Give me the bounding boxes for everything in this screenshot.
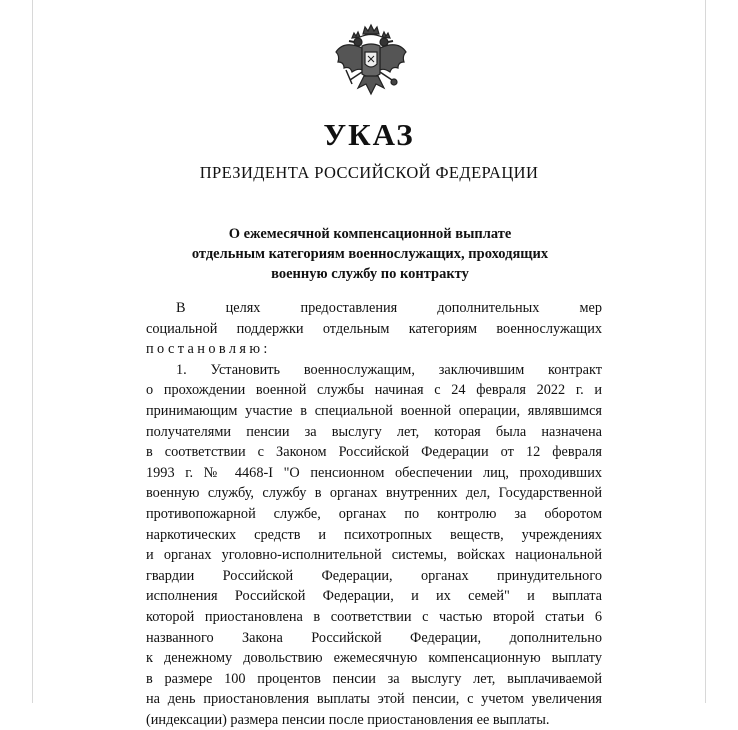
body-line: наркотических средств и психотропных веществ, учреждениях xyxy=(146,526,602,543)
russian-coat-of-arms-icon xyxy=(332,22,410,104)
body-line: о прохождении военной службы начиная с 24 февраля 2022 г. и xyxy=(146,382,602,399)
page-edge-right xyxy=(705,0,706,703)
body-line: В целях предоставления дополнительных мер xyxy=(176,300,602,316)
body-line: к денежному довольствию ежемесячную компенсационную выплату xyxy=(146,650,602,667)
body-line-postanovlyayu: постановляю: xyxy=(146,341,271,358)
decree-title: УКАЗ xyxy=(323,117,415,152)
body-line: которой приостановлена в соответствии с частью второй статьи 6 xyxy=(146,608,602,625)
decree-body xyxy=(146,298,602,730)
body-line: военную службу, службу в органах внутренних дел, Государственной xyxy=(146,485,602,502)
body-line: гвардии Российской Федерации, органах принудительного xyxy=(146,567,602,584)
decree-subject xyxy=(150,224,590,284)
body-line: в соответствии с Законом Российской Федерации от 12 февраля xyxy=(146,444,602,461)
body-line: получателями пенсии за выслугу лет, которая была назначена xyxy=(146,423,602,440)
body-line: принимающим участие в специальной военной операции, являвшимся xyxy=(146,402,602,419)
body-line: названного Закона Российской Федерации, дополнительно xyxy=(146,629,602,646)
body-line: 1. Установить военнослужащим, заключившим контракт xyxy=(176,361,602,378)
body-line: (индексации) размера пенсии после приостановления ее выплаты. xyxy=(146,711,550,728)
subject-line: военную службу по контракту xyxy=(271,266,469,282)
body-line: социальной поддержки отдельным категориям военнослужащих xyxy=(146,320,602,337)
body-line: на день приостановления выплаты этой пенсии, с учетом увеличения xyxy=(146,691,602,708)
body-line: в размере 100 процентов пенсии за выслугу лет, выплачиваемой xyxy=(146,670,602,687)
body-line: противопожарной службе, органах по контролю за оборотом xyxy=(146,505,602,522)
subject-line: О ежемесячной компенсационной выплате xyxy=(228,226,512,242)
subject-line: отдельным категориям военнослужащих, проходящих xyxy=(191,246,549,262)
decree-issuer: ПРЕЗИДЕНТА РОССИЙСКОЙ ФЕДЕРАЦИИ xyxy=(199,163,539,182)
page-edge-left xyxy=(32,0,33,703)
body-line: и органах уголовно-исполнительной системы, войсках национальной xyxy=(146,547,602,564)
body-line: исполнения Российской Федерации, и их семей" и выплата xyxy=(146,588,602,605)
body-line: 1993 г. № 4468-I "О пенсионном обеспечении лиц, проходивших xyxy=(146,464,602,481)
